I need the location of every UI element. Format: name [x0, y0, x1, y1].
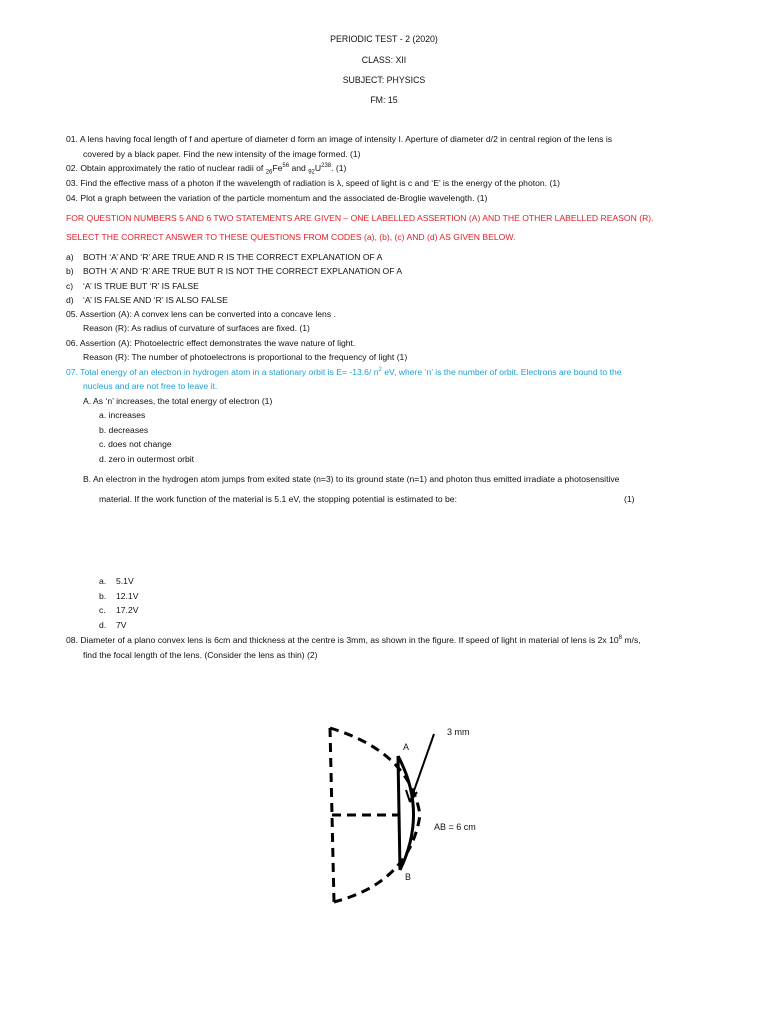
q5-reason: Reason (R): As radius of curvature of surfaces are fixed. (1): [83, 323, 310, 333]
q7-part-b-line1: B. An electron in the hydrogen atom jumps from exited state (n=3) to its ground state (n=1) and photon thus emitted irradiate a photosensitive: [83, 474, 620, 484]
test-title: PERIODIC TEST - 2 (2020): [330, 34, 438, 44]
q7-part-a: A. As ‘n’ increases, the total energy of electron (1): [83, 396, 273, 406]
q7b-option-d-text: 7V: [116, 620, 127, 630]
code-c-text: ‘A’ IS TRUE BUT ‘R’ IS FALSE: [83, 281, 199, 291]
q2-u-atomic: 92: [308, 169, 315, 176]
q2-u: U: [314, 163, 322, 173]
code-c: [66, 281, 199, 291]
q7-line1-pre: 07. Total energy of an electron in hydrogen atom in a stationary orbit is E= -13.6/ n: [66, 367, 379, 377]
q2-and: and: [289, 163, 309, 173]
q8-line1-sup: 8: [618, 635, 623, 642]
q7b-option-d-label: d.: [99, 620, 107, 630]
q7b-option-c-label: c.: [99, 605, 106, 615]
q8-line1-pre: 08. Diameter of a plano convex lens is 6cm and thickness at the centre is 3mm, as shown in the figure. If speed of light in material of lens is 2x 10: [66, 635, 619, 645]
q2-fe: Fe: [272, 163, 283, 173]
lens-diagram: [300, 712, 520, 912]
q2-line: [66, 163, 347, 176]
code-a-text: BOTH ‘A’ AND ‘R’ ARE TRUE AND R IS THE CORRECT EXPLANATION OF A: [83, 252, 383, 262]
code-d-label: d): [66, 295, 74, 305]
full-marks-label: FM: 15: [370, 95, 398, 105]
q5-assertion: 05. Assertion (A): A convex lens can be converted into a concave lens .: [66, 309, 336, 319]
label-ab: AB = 6 cm: [434, 822, 476, 832]
code-a: [66, 252, 382, 262]
code-b: [66, 266, 402, 276]
label-3mm: 3 mm: [447, 727, 470, 737]
thickness-arrow: [410, 734, 434, 802]
q7b-option-a-label: a.: [99, 576, 107, 586]
q8-line2: find the focal length of the lens. (Consider the lens as thin) (2): [83, 650, 318, 660]
q7b-option-b-label: b.: [99, 591, 107, 601]
q7a-option-a: a. increases: [99, 410, 146, 420]
q1-line2: covered by a black paper. Find the new intensity of the image formed. (1): [83, 149, 361, 159]
code-d: [66, 295, 228, 305]
subject-label: SUBJECT: PHYSICS: [342, 75, 426, 85]
q3-line: 03. Find the effective mass of a photon if the wavelength of radiation is λ, speed of light is c and ‘E’ is the energy of the photon. (1): [66, 178, 560, 188]
instruction-line1: FOR QUESTION NUMBERS 5 AND 6 TWO STATEMENTS ARE GIVEN – ONE LABELLED ASSERTION (A) AND THE OTHER LABELLED REASON (R).: [66, 213, 654, 223]
q8-line1: [66, 635, 641, 645]
code-c-label: c): [66, 281, 74, 291]
q7b-option-c-text: 17.2V: [116, 605, 139, 615]
code-b-text: BOTH ‘A’ AND ‘R’ ARE TRUE BUT R IS NOT THE CORRECT EXPLANATION OF A: [83, 266, 403, 276]
q7-line2: nucleus and are not free to leave it.: [83, 381, 218, 391]
class-label: CLASS: XII: [361, 55, 407, 65]
q7b-option-a-text: 5.1V: [116, 576, 134, 586]
q1-line1: 01. A lens having focal length of f and aperture of diameter d form an image of intensity I. Aperture of diameter d/2 in central region of the lens is: [66, 134, 613, 144]
lens-flat-face: [398, 756, 400, 870]
q7b-option-d: [99, 620, 127, 630]
q2-u-mass: 238: [321, 163, 332, 170]
q6-assertion: 06. Assertion (A): Photoelectric effect demonstrates the wave nature of light.: [66, 338, 356, 348]
q7-part-b-line2: material. If the work function of the material is 5.1 eV, the stopping potential is estimated to be:: [99, 494, 457, 504]
q7b-option-b: [99, 591, 138, 601]
label-point-b: B: [405, 872, 412, 882]
q2-text-pre: 02. Obtain approximately the ratio of nuclear radii of: [66, 163, 266, 173]
q7b-option-b-text: 12.1V: [116, 591, 139, 601]
code-d-text: ‘A’ IS FALSE AND ‘R’ IS ALSO FALSE: [83, 295, 228, 305]
q2-fe-atomic: 26: [265, 169, 273, 176]
q7b-option-a: [99, 576, 134, 586]
label-point-a: A: [403, 742, 410, 752]
q7a-option-c: c. does not change: [99, 439, 172, 449]
instruction-line2: SELECT THE CORRECT ANSWER TO THESE QUESTIONS FROM CODES (a), (b), (c) AND (d) AS GIVEN BELOW.: [66, 232, 516, 242]
q7b-option-c: [99, 605, 138, 615]
q7-part-b-marks: (1): [624, 494, 635, 504]
q8-line1-post: m/s,: [622, 635, 641, 645]
code-b-label: b): [66, 266, 74, 276]
code-a-label: a): [66, 252, 74, 262]
q7a-option-b: b. decreases: [99, 425, 149, 435]
q7-line1: [66, 367, 622, 377]
q7a-option-d: d. zero in outermost orbit: [99, 454, 195, 464]
lens-figure: [300, 712, 520, 914]
q7-line1-post: eV, where ‘n’ is the number of orbit. Electrons are bound to the: [381, 367, 622, 377]
q2-text-post: . (1): [331, 163, 347, 173]
q6-reason: Reason (R): The number of photoelectrons is proportional to the frequency of light (1): [83, 352, 408, 362]
q2-fe-mass: 56: [282, 163, 290, 170]
q4-line: 04. Plot a graph between the variation of the particle momentum and the associated de-Broglie wavelength. (1): [66, 193, 488, 203]
q7-line1-sup: 2: [378, 367, 382, 374]
